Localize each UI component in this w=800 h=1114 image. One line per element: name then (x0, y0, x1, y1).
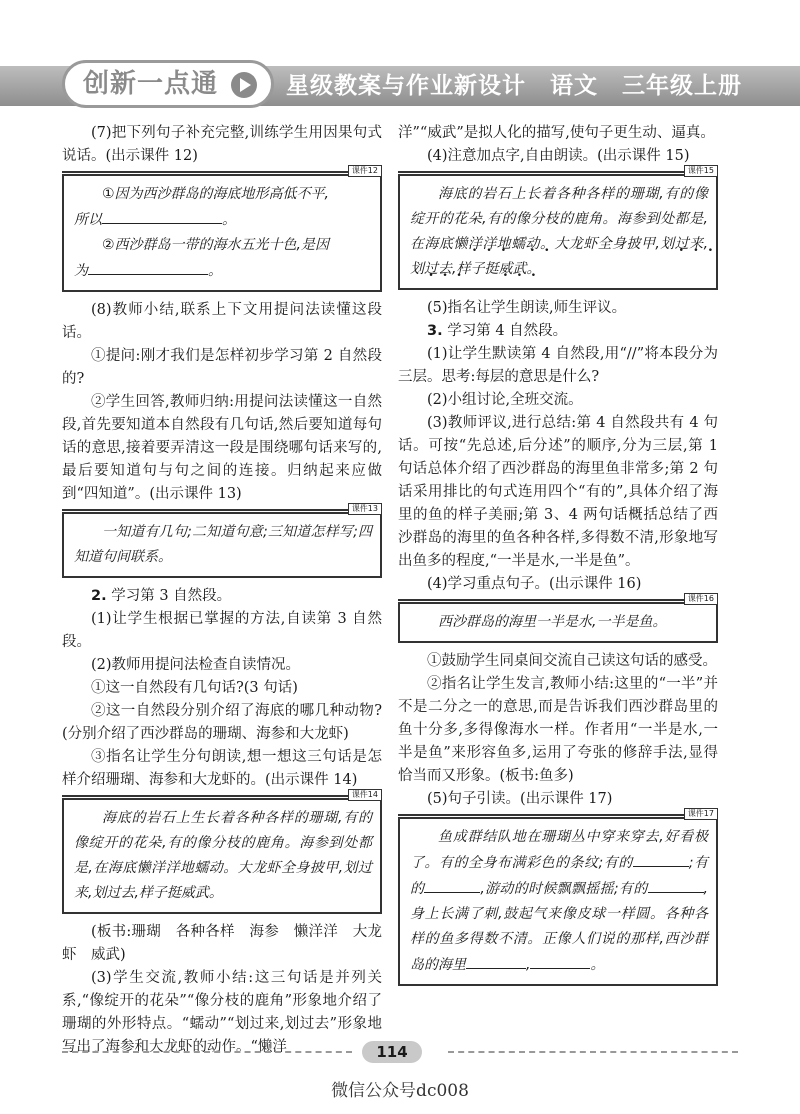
paragraph: (3)教师评议,进行总结:第 4 自然段共有 4 句话。可按“先总述,后分述”的顺序,分为三层,第 1 句话总体介绍了西沙群岛的海里鱼非常多;第 2 句话采用排比的句式连用四个“有的”,具体介绍了海里的鱼的样子美丽;第 3、4 两句话概括总结了西沙群岛的海里的鱼各种各样,多得数不清,形象地写出鱼多的程度,“一半是水,一半是鱼”。 (398, 415, 718, 569)
courseware-box-12 (62, 166, 382, 292)
dotted-text: 懒洋洋 (453, 236, 497, 252)
courseware-tag: 课件14 (348, 789, 382, 801)
dotted-text: 挺威武 (484, 261, 527, 277)
courseware-box-15 (398, 166, 718, 290)
box-text: 。 (208, 263, 222, 279)
paragraph: (4)注意加点字,自由朗读。(出示课件 15) (427, 148, 690, 164)
paragraph: (3)学生交流,教师小结:这三句话是并列关系,“像绽开的花朵”“像分枝的鹿角”形象地介绍了珊瑚的外形特点。“蠕动”“划过来,划过去”形象地写出了海参和大龙虾的动作。“懒洋 (62, 970, 382, 1055)
box-text: 为 (74, 263, 88, 279)
courseware-tag: 课件13 (348, 503, 382, 515)
page-header (0, 58, 800, 114)
paragraph: (1)让学生根据已掌握的方法,自读第 3 自然段。 (62, 611, 382, 650)
paragraph: (4)学习重点句子。(出示课件 16) (427, 576, 642, 592)
watermark: 微信公众号dc008 (331, 1081, 469, 1101)
fill-blank[interactable] (424, 876, 480, 893)
paragraph: (1)让学生默读第 4 自然段,用“//”将本段分为三层。思考:每层的意思是什么? (398, 346, 718, 385)
section-heading: 3. 学习第 4 自然段。 (427, 323, 568, 339)
paragraph: (5)指名让学生朗读,师生评议。 (427, 300, 627, 316)
courseware-tag: 课件12 (348, 165, 382, 177)
courseware-tag: 课件17 (684, 808, 718, 820)
box-text: ②西沙群岛一带的海水五光十色,是因 (102, 237, 330, 253)
box-text: 。 (222, 212, 236, 228)
dotted-text: 划过去 (410, 261, 452, 277)
brand-badge (62, 60, 274, 108)
box-text: 所以 (74, 212, 102, 228)
page-number: 114 (362, 1041, 422, 1063)
paragraph: (2)小组讨论,全班交流。 (427, 392, 583, 408)
paragraph: ①这一自然段有几句话?(3 句话) (91, 680, 298, 696)
box-text: 西沙群岛的海里一半是水,一半是鱼。 (438, 614, 667, 630)
fill-blank[interactable] (648, 876, 704, 893)
paragraph: (5)句子引读。(出示课件 17) (427, 791, 613, 807)
courseware-box-16 (398, 594, 718, 643)
fill-blank[interactable] (530, 952, 590, 969)
paragraph: (8)教师小结,联系上下文用提问法读懂这段话。 (62, 302, 382, 341)
courseware-box-13 (62, 504, 382, 578)
paragraph: ①提问:刚才我们是怎样初步学习第 2 自然段的? (62, 348, 382, 387)
fill-blank[interactable] (466, 952, 526, 969)
fill-blank[interactable] (88, 258, 208, 275)
dotted-text: 蠕动 (511, 236, 540, 252)
paragraph: ②指名让学生发言,教师小结:这里的“一半”并不是二分之一的意思,而是告诉我们西沙群岛里的鱼十分多,多得像海水一样。作者用“一半是水,一半是鱼”来形容鱼多,运用了夸张的修辞手法,显得恰当而又形象。(板书:鱼多) (398, 676, 718, 784)
box-text: ①因为西沙群岛的海底地形高低不平, (102, 186, 330, 202)
paragraph: (2)教师用提问法检查自读情况。 (91, 657, 301, 673)
box-text: 一知道有几句;二知道句意;三知道怎样写;四知道句间联系。 (74, 524, 372, 565)
divider (448, 1051, 738, 1053)
paragraph: 洋”“威武”是拟人化的描写,使句子更生动、逼真。 (398, 125, 715, 141)
fill-blank[interactable] (102, 207, 222, 224)
box-text: 鱼成群结队地在珊瑚丛中穿来穿去,好看极了。有的全身布满彩色的条纹;有的 ;有的 ,游动的时候飘飘摇摇;有的 ,身上长满了刺,鼓起气来像皮球一样圆。各种各样的鱼多得数不清。正像人们说的那样,西沙群岛的海里 , 。 (410, 829, 709, 973)
paragraph: ②学生回答,教师归纳:用提问法读懂这一自然段,首先要知道本自然段有几句话,然后要知道每句话的意思,接着要弄清这一段是围绕哪句话来写的,最后要知道句与句之间的连接。归纳起来应做到“四知道”。(出示课件 13) (62, 394, 382, 502)
paragraph: ①鼓励学生同桌间交流自己读这句话的感受。 (427, 653, 717, 669)
section-heading: 2. 学习第 3 自然段。 (91, 588, 232, 604)
courseware-box-14 (62, 790, 382, 914)
dotted-text: 划过来 (659, 236, 704, 252)
book-title: 星级教案与作业新设计 语文 三年级上册 (286, 73, 742, 99)
page-footer (62, 1041, 738, 1063)
right-column (398, 122, 718, 993)
courseware-tag: 课件15 (684, 165, 718, 177)
paragraph: ③指名让学生分句朗读,想一想这三句话是怎样介绍珊瑚、海参和大龙虾的。(出示课件 14) (62, 749, 382, 788)
brand-text: 创新一点通 (83, 69, 219, 99)
box-text: 海底的岩石上生长着各种各样的珊瑚,有的像绽开的花朵,有的像分枝的鹿角。海参到处都是,在海底懒洋洋地蠕动。大龙虾全身披甲,划过来,划过去,样子挺威武。 (74, 810, 372, 901)
paragraph: (7)把下列句子补充完整,训练学生用因果句式说话。(出示课件 12) (62, 125, 382, 164)
play-icon (231, 72, 257, 98)
left-column (62, 122, 382, 1059)
fill-blank[interactable] (633, 850, 689, 867)
courseware-tag: 课件16 (684, 593, 718, 605)
board-notes: (板书:珊瑚 各种各样 海参 懒洋洋 大龙虾 威武) (62, 924, 382, 963)
paragraph: ②这一自然段分别介绍了海底的哪几种动物?(分别介绍了西沙群岛的珊瑚、海参和大龙虾) (62, 703, 382, 742)
divider (62, 1051, 352, 1053)
courseware-box-17 (398, 809, 718, 986)
box-text: 海底的岩石上长着各种各样的珊瑚,有的像绽开的花朵,有的像分枝的鹿角。海参到处都是,在海底懒洋洋地蠕动。大龙虾全身披甲,划过来,划过去,样子挺威武。 (410, 186, 709, 277)
